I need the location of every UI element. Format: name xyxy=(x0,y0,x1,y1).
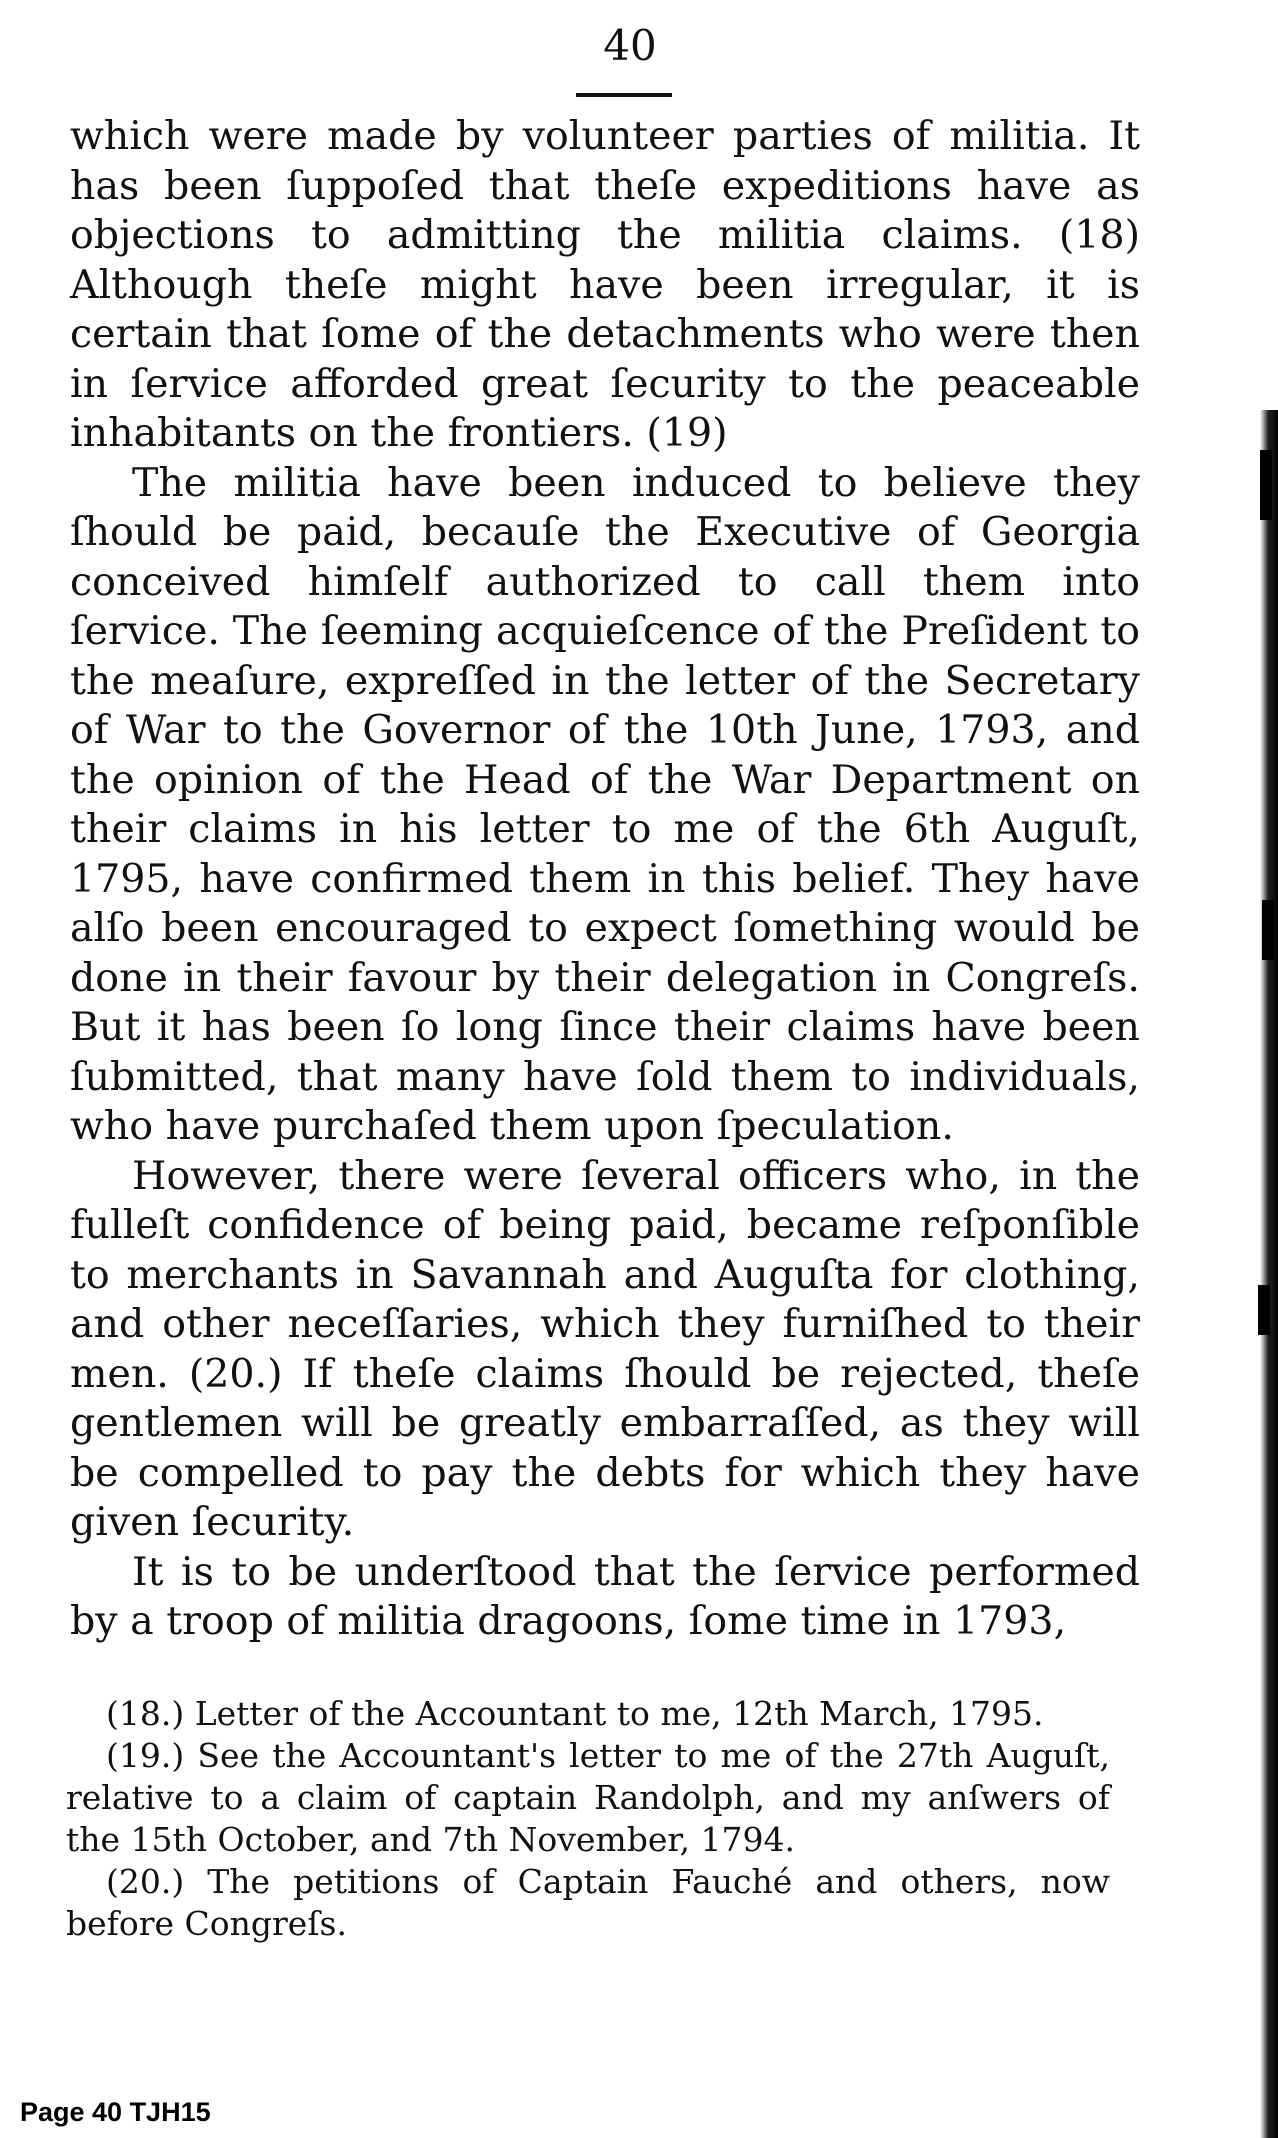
header-rule xyxy=(576,93,672,97)
footnotes xyxy=(66,1693,1110,1945)
paragraph-4: It is to be underſtood that the ſervice performed by a troop of militia dragoons, ſome time in 1793, xyxy=(70,1548,1140,1644)
scan-edge-shadow xyxy=(1260,410,1278,2138)
footnote-18: (18.) Letter of the Accountant to me, 12th March, 1795. xyxy=(106,1694,1044,1733)
paragraph-1: which were made by volunteer parties of militia. It has been ſuppoſed that theſe expeditions have as objections to admitting the militia claims. (18) Although theſe might have been irregular, it is certain that ſome of the detachments who were then in ſervice afforded great ſecurity to the peaceable inhabitants on the frontiers. (19) xyxy=(70,113,1140,456)
page-number: 40 xyxy=(603,21,657,70)
paragraph-3: However, there were ſeveral officers who, in the fulleſt confidence of being paid, became reſponſible to merchants in Savannah and Auguſta for clothing, and other neceſſaries, which they furniſhed to their men. (20.) If theſe claims ſhould be rejected, theſe gentlemen will be greatly embarraſſed, as they will be compelled to pay the debts for which they have given ſecurity. xyxy=(70,1152,1140,1545)
footnote-19: (19.) See the Accountant's letter to me of the 27th Auguſt, relative to a claim of captain Randolph, and my anſwers of the 15th October, and 7th November, 1794. xyxy=(66,1736,1110,1859)
scan-edge-mark xyxy=(1260,450,1272,520)
page-footer-label: Page 40 TJH15 xyxy=(20,2097,211,2127)
footnote-20: (20.) The petitions of Captain Fauché and others, now before Congreſs. xyxy=(66,1862,1110,1943)
scan-edge-mark xyxy=(1262,900,1274,960)
scan-edge-mark xyxy=(1258,1285,1270,1335)
body-text xyxy=(70,112,1140,1647)
paragraph-2: The militia have been induced to believe they ſhould be paid, becauſe the Executive of Georgia conceived himſelf authorized to call them into ſervice. The ſeeming acquieſcence of the Preſident to the meaſure, expreſſed in the letter of the Secretary of War to the Governor of the 10th June, 1793, and the opinion of the Head of the War Department on their claims in his letter to me of the 6th Auguſt, 1795, have confirmed them in this belief. They have alſo been encouraged to expect ſomething would be done in their favour by their delegation in Congreſs. But it has been ſo long ſince their claims have been ſubmitted, that many have ſold them to individuals, who have purchaſed them upon ſpeculation. xyxy=(70,459,1140,1149)
